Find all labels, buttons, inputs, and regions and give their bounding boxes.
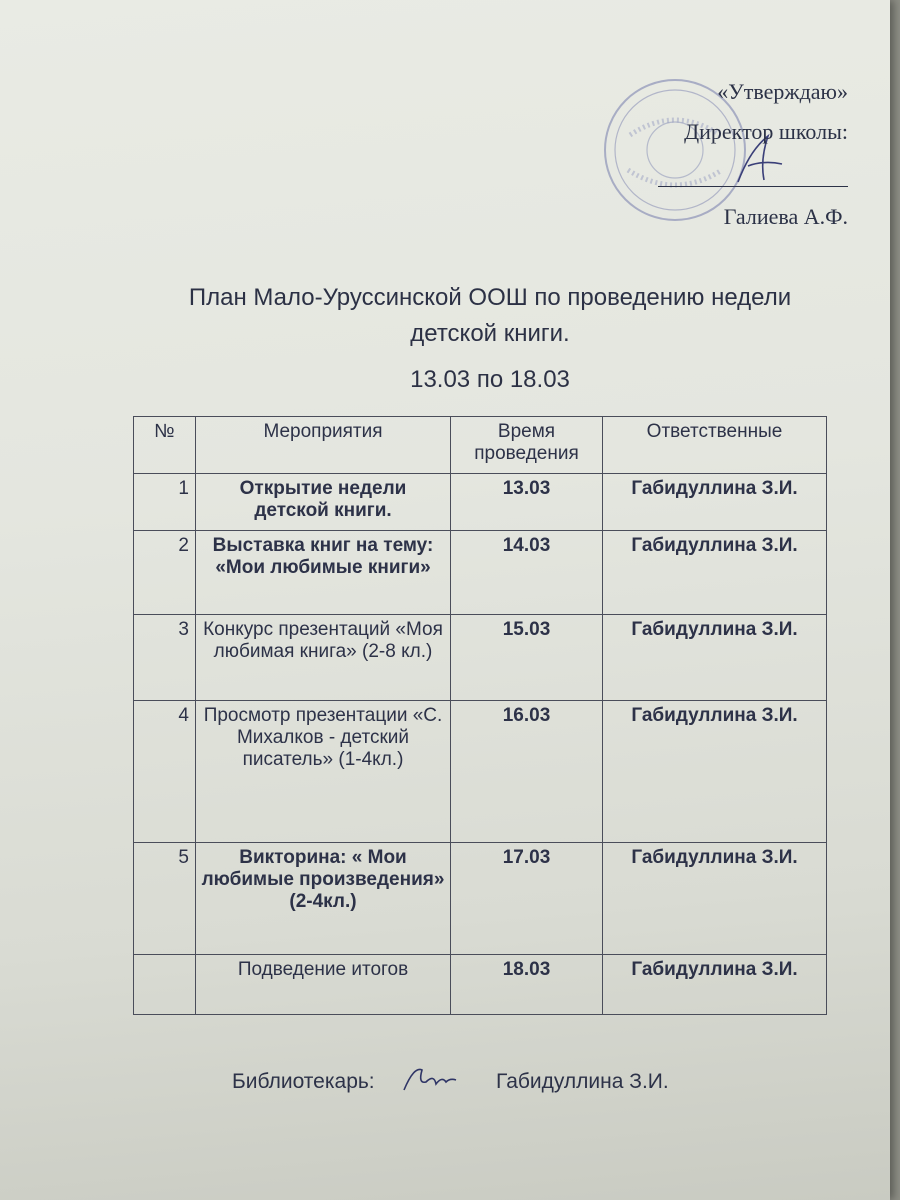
row-event: Подведение итогов <box>196 955 451 1015</box>
row-number: 3 <box>134 615 196 701</box>
director-name: Галиева А.Ф. <box>723 204 848 229</box>
row-event: Выставка книг на тему: «Мои любимые книги» <box>196 531 451 615</box>
librarian-signature <box>400 1060 460 1100</box>
row-responsible: Габидуллина З.И. <box>603 531 827 615</box>
plan-title-line1: План Мало-Уруссинской ООШ по проведению недели <box>188 284 792 311</box>
plan-dates: 13.03 по 18.03 <box>410 366 570 393</box>
row-responsible: Габидуллина З.И. <box>603 701 827 843</box>
row-responsible: Габидуллина З.И. <box>603 843 827 955</box>
librarian-name: Габидуллина З.И. <box>496 1070 669 1093</box>
row-responsible: Габидуллина З.И. <box>603 955 827 1015</box>
row-number: 1 <box>134 474 196 531</box>
row-number: 5 <box>134 843 196 955</box>
row-time: 13.03 <box>451 474 603 531</box>
table-row <box>134 615 827 701</box>
table-header-row <box>134 417 827 474</box>
row-event: Конкурс презентаций «Моя любимая книга» (2-8 кл.) <box>196 615 451 701</box>
row-time: 16.03 <box>451 701 603 843</box>
row-responsible: Габидуллина З.И. <box>603 474 827 531</box>
director-title: Директор школы: <box>684 119 848 144</box>
row-time: 15.03 <box>451 615 603 701</box>
row-time: 14.03 <box>451 531 603 615</box>
table-row <box>134 531 827 615</box>
header-events: Мероприятия <box>196 417 451 474</box>
header-number: № <box>134 417 196 474</box>
row-time: 17.03 <box>451 843 603 955</box>
approval-heading: «Утверждаю» <box>717 79 848 104</box>
row-number: 2 <box>134 531 196 615</box>
header-time: Время проведения <box>451 417 603 474</box>
row-event: Открытие недели детской книги. <box>196 474 451 531</box>
table-row <box>134 701 827 843</box>
row-responsible: Габидуллина З.И. <box>603 615 827 701</box>
plan-title-line2: детской книги. <box>410 320 570 347</box>
row-event: Просмотр презентации «С. Михалков - детский писатель» (1-4кл.) <box>196 701 451 843</box>
row-event: Викторина: « Мои любимые произведения» (2-4кл.) <box>196 843 451 955</box>
table-row <box>134 474 827 531</box>
row-number <box>134 955 196 1015</box>
librarian-label: Библиотекарь: <box>232 1070 375 1093</box>
row-number: 4 <box>134 701 196 843</box>
table-row <box>134 955 827 1015</box>
table-row <box>134 843 827 955</box>
header-responsible: Ответственные <box>603 417 827 474</box>
events-table <box>133 416 827 1015</box>
approval-block <box>618 72 848 237</box>
plan-title <box>150 280 830 352</box>
signature-line <box>658 146 848 187</box>
row-time: 18.03 <box>451 955 603 1015</box>
